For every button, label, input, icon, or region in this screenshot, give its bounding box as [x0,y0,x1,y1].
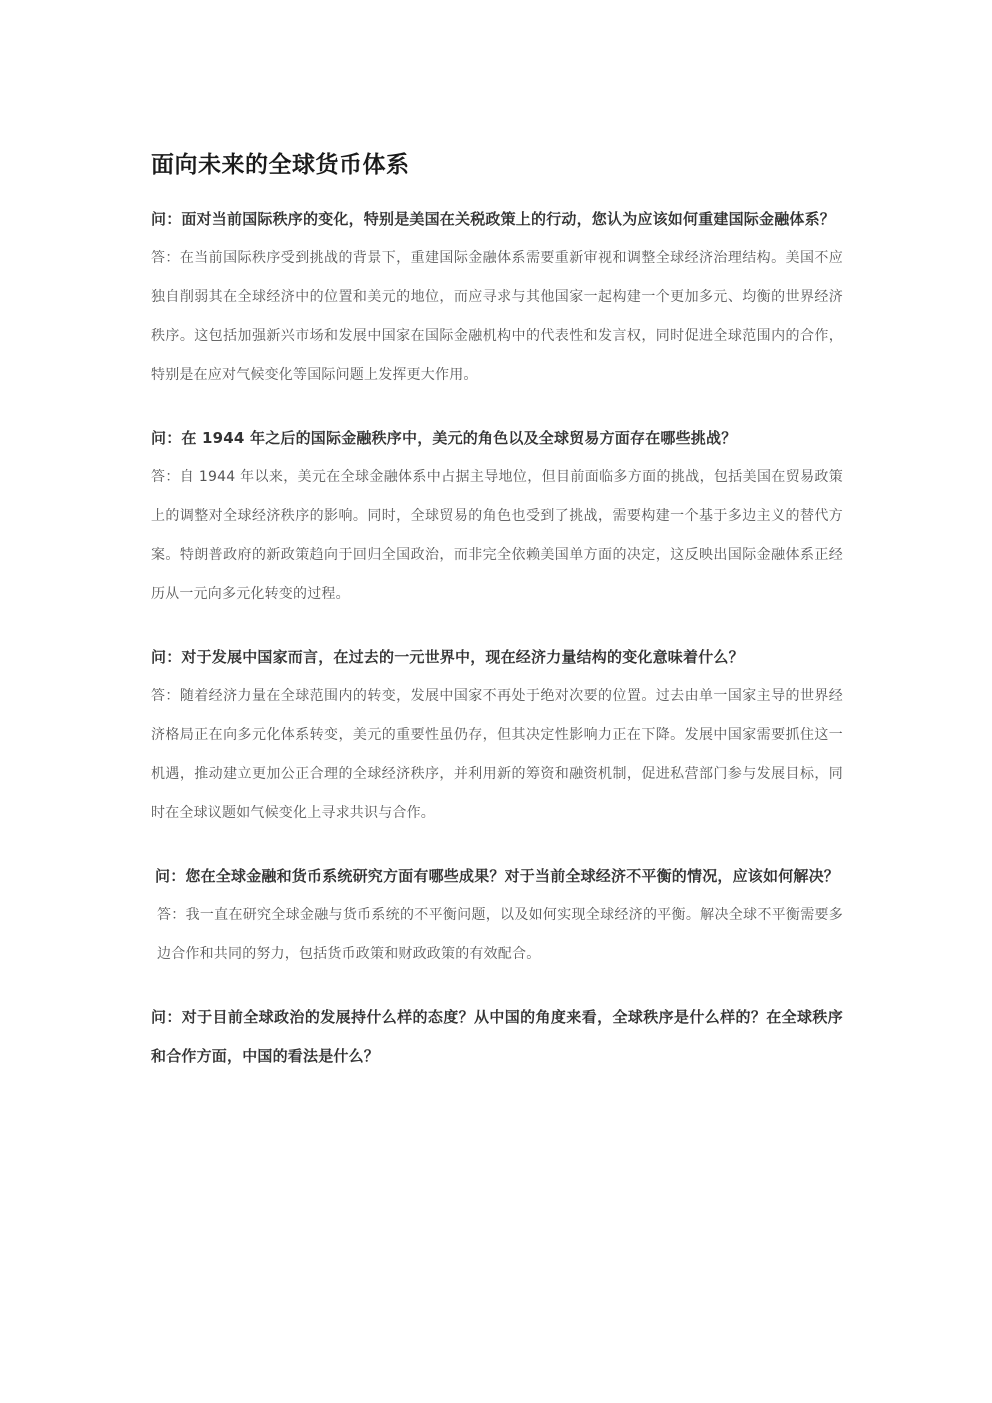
question-1: 问：面对当前国际秩序的变化，特别是美国在关税政策上的行动，您认为应该如何重建国际金融体系？ [151,210,836,228]
qa-block-3 [151,638,843,833]
document-title: 面向未来的全球货币体系 [151,152,410,178]
answer-3: 答：随着经济力量在全球范围内的转变，发展中国家不再处于绝对次要的位置。过去由单一国家主导的世界经济格局正在向多元化体系转变，美元的重要性虽仍存，但其决定性影响力正在下降。发展中国家需要抓住这一机遇，推动建立更加公正合理的全球经济秩序，并利用新的筹资和融资机制，促进私营部门参与发展目标，同时在全球议题如气候变化上寻求共识与合作。 [151,688,843,821]
answer-4: 答：我一直在研究全球金融与货币系统的不平衡问题，以及如何实现全球经济的平衡。解决全球不平衡需要多边合作和共同的努力，包括货币政策和财政政策的有效配合。 [157,907,843,962]
question-4: 问：您在全球金融和货币系统研究方面有哪些成果？对于当前全球经济不平衡的情况，应该如何解决？ [155,867,840,885]
qa-block-1 [151,200,843,395]
paragraph-gap [151,974,843,998]
question-3: 问：对于发展中国家而言，在过去的一元世界中，现在经济力量结构的变化意味着什么？ [151,648,744,666]
paragraph-gap [151,833,843,857]
answer-2: 答：自 1944 年以来，美元在全球金融体系中占据主导地位，但目前面临多方面的挑战，包括美国在贸易政策上的调整对全球经济秩序的影响。同时，全球贸易的角色也受到了挑战，需要构建一个基于多边主义的替代方案。特朗普政府的新政策趋向于回归全国政治，而非完全依赖美国单方面的决定，这反映出国际金融体系正经历从一元向多元化转变的过程。 [151,469,843,602]
paragraph-gap [151,614,843,638]
answer-1: 答：在当前国际秩序受到挑战的背景下，重建国际金融体系需要重新审视和调整全球经济治理结构。美国不应独自削弱其在全球经济中的位置和美元的地位，而应寻求与其他国家一起构建一个更加多元、均衡的世界经济秩序。这包括加强新兴市场和发展中国家在国际金融机构中的代表性和发言权，同时促进全球范围内的合作，特别是在应对气候变化等国际问题上发挥更大作用。 [151,250,843,383]
qa-block-5 [151,998,843,1076]
qa-block-2 [151,419,843,614]
paragraph-gap [151,395,843,419]
qa-block-4 [151,857,843,974]
question-2: 问：在 1944 年之后的国际金融秩序中，美元的角色以及全球贸易方面存在哪些挑战？ [151,429,737,447]
question-5: 问：对于目前全球政治的发展持什么样的态度？从中国的角度来看，全球秩序是什么样的？在全球秩序和合作方面，中国的看法是什么？ [151,1008,843,1065]
document-body [151,148,843,1076]
